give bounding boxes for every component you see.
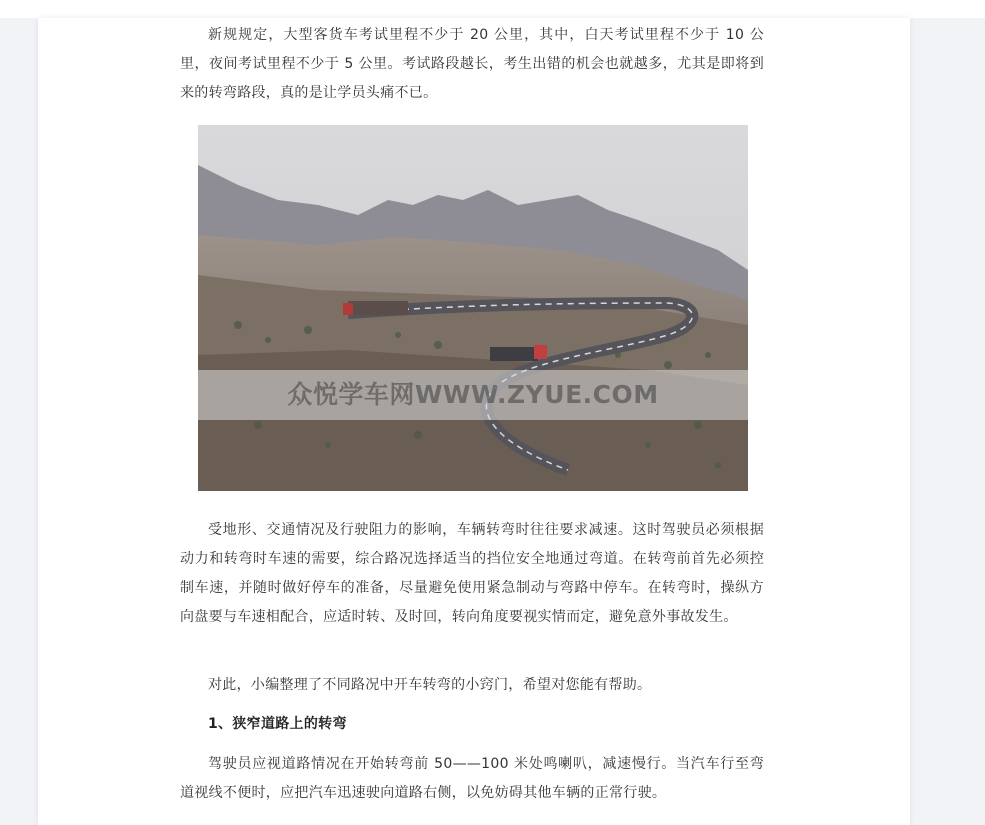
article-paragraph: 对此，小编整理了不同路况中开车转弯的小窍门，希望对您能有帮助。 — [208, 677, 652, 693]
article-photo — [198, 125, 748, 491]
mountain-road-image — [198, 125, 748, 491]
article-paragraph: 新规规定，大型客货车考试里程不少于 20 公里，其中，白天考试里程不少于 10 公里，夜间考试里程不少于 5 公里。考试路段越长，考生出错的机会也就越多，尤其是即将到来的转弯路段，真的是让学员头痛不已。 — [180, 27, 764, 101]
article-card — [38, 18, 910, 825]
watermark-text: 众悦学车网WWW.ZYUE.COM — [287, 380, 659, 409]
top-strip — [0, 0, 985, 18]
article-paragraph: 驾驶员应视道路情况在开始转弯前 50——100 米处鸣喇叭，减速慢行。当汽车行至弯道视线不便时，应把汽车迅速驶向道路右侧，以免妨碍其他车辆的正常行驶。 — [180, 756, 764, 801]
article-paragraph: 受地形、交通情况及行驶阻力的影响，车辆转弯时往往要求减速。这时驾驶员必须根据动力和转弯时车速的需要，综合路况选择适当的挡位安全地通过弯道。在转弯前首先必须控制车速，并随时做好停车的准备，尽量避免使用紧急制动与弯路中停车。在转弯时，操纵方向盘要与车速相配合，应适时转、及时回，转向角度要视实情而定，避免意外事故发生。 — [180, 522, 764, 625]
section-heading: 1、狭窄道路上的转弯 — [208, 716, 347, 732]
